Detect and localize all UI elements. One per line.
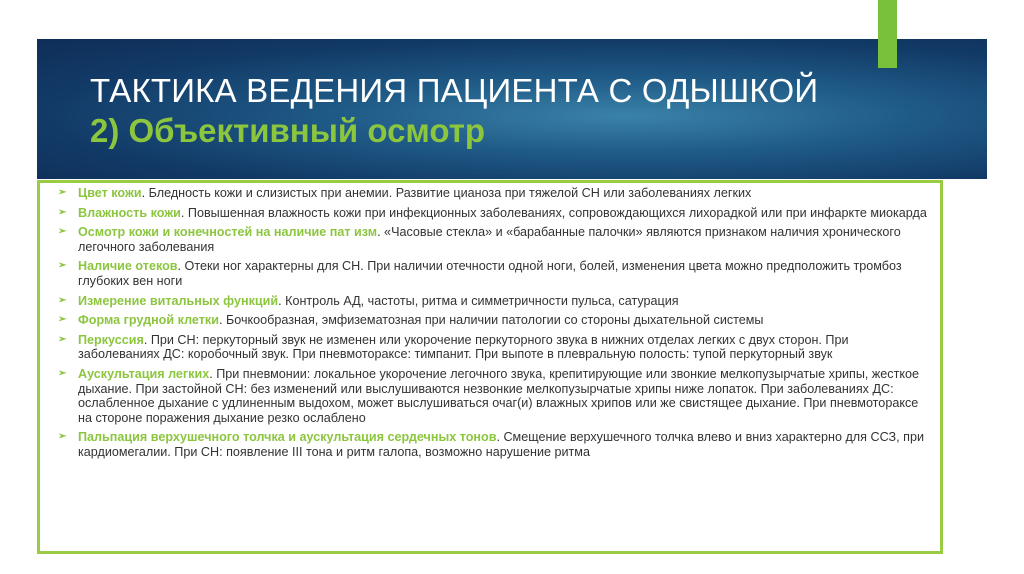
item-term: Пальпация верхушечного толчка и аускультация сердечных тонов xyxy=(78,430,497,445)
item-term: Влажность кожи xyxy=(78,205,181,220)
item-term: Перкуссия xyxy=(78,332,144,347)
item-text: . Смещение верхушечного толчка влево и вниз характерно для ССЗ, при кардиомегалии. При СН: появление III тона и ритм галопа, возможно нарушение ритма xyxy=(78,430,924,459)
slide-title: ТАКТИКА ВЕДЕНИЯ ПАЦИЕНТА С ОДЫШКОЙ xyxy=(90,72,819,109)
list-item xyxy=(58,333,930,362)
item-text: . Отеки ног характерны для СН. При наличии отечности одной ноги, болей, изменения цвета можно предположить тромбоз глубоких вен ноги xyxy=(78,259,902,288)
arrow-bullet-icon: ➢ xyxy=(58,294,67,306)
item-text: . Повышенная влажность кожи при инфекционных заболеваниях, сопровождающихся лихорадкой или при инфаркте миокарда xyxy=(180,205,927,220)
slide-subtitle: 2) Объективный осмотр xyxy=(90,112,486,149)
arrow-bullet-icon: ➢ xyxy=(58,206,67,218)
arrow-bullet-icon: ➢ xyxy=(58,187,67,198)
list-item xyxy=(58,294,930,309)
item-term: Аускультация легких xyxy=(78,366,210,381)
item-text: . При СН: перкуторный звук не изменен или укорочение перкуторного звука в нижних отделах легких с двух сторон. При заболеваниях ДС: коробочный звук. При пневмотораксе: тимпанит. При выпоте в плевральную полость: тупой перкуторный звук xyxy=(78,332,849,362)
item-text: . «Часовые стекла» и «барабанные палочки» являются признаком наличия хронического легочного заболевания xyxy=(78,225,901,254)
list-item xyxy=(58,259,930,288)
arrow-bullet-icon: ➢ xyxy=(58,314,67,326)
list-item xyxy=(58,206,930,221)
arrow-bullet-icon: ➢ xyxy=(58,367,67,379)
item-text: . Контроль АД, частоты, ритма и симметричности пульса, сатурация xyxy=(278,293,679,308)
item-term: Форма грудной клетки xyxy=(78,313,219,328)
list-item xyxy=(58,313,930,328)
content-box xyxy=(37,180,943,554)
list-item xyxy=(58,186,930,201)
arrow-bullet-icon: ➢ xyxy=(58,226,67,238)
item-text: . Бочкообразная, эмфизематозная при наличии патологии со стороны дыхательной системы xyxy=(218,313,764,328)
item-term: Наличие отеков xyxy=(78,259,178,274)
item-term: Измерение витальных функций xyxy=(78,293,279,308)
arrow-bullet-icon: ➢ xyxy=(58,431,67,443)
item-term: Цвет кожи xyxy=(78,186,142,200)
list-item xyxy=(58,367,930,425)
item-text: . Бледность кожи и слизистых при анемии. Развитие цианоза при тяжелой СН или заболеваниях легких xyxy=(141,186,752,200)
arrow-bullet-icon: ➢ xyxy=(58,260,67,272)
item-term: Осмотр кожи и конечностей на наличие пат изм xyxy=(78,225,378,240)
list-item xyxy=(58,225,930,254)
arrow-bullet-icon: ➢ xyxy=(58,333,67,345)
item-text: . При пневмонии: локальное укорочение легочного звука, крепитирующие или звонкие мелкопузырчатые хрипы, жесткое дыхание. При застойной СН: без изменений или выслушиваются незвонкие мелкопузырчатые хрипы ниже лопаток. При заболеваниях ДС: ослабленное дыхание с удлиненным выдохом, может выслушиваться очаг(и) влажных хрипов или же свистящее дыхание. При пневмотораксе на стороне поражения дыхание резко ослаблено xyxy=(78,366,920,425)
list-item xyxy=(58,430,930,459)
accent-bar xyxy=(878,0,897,68)
